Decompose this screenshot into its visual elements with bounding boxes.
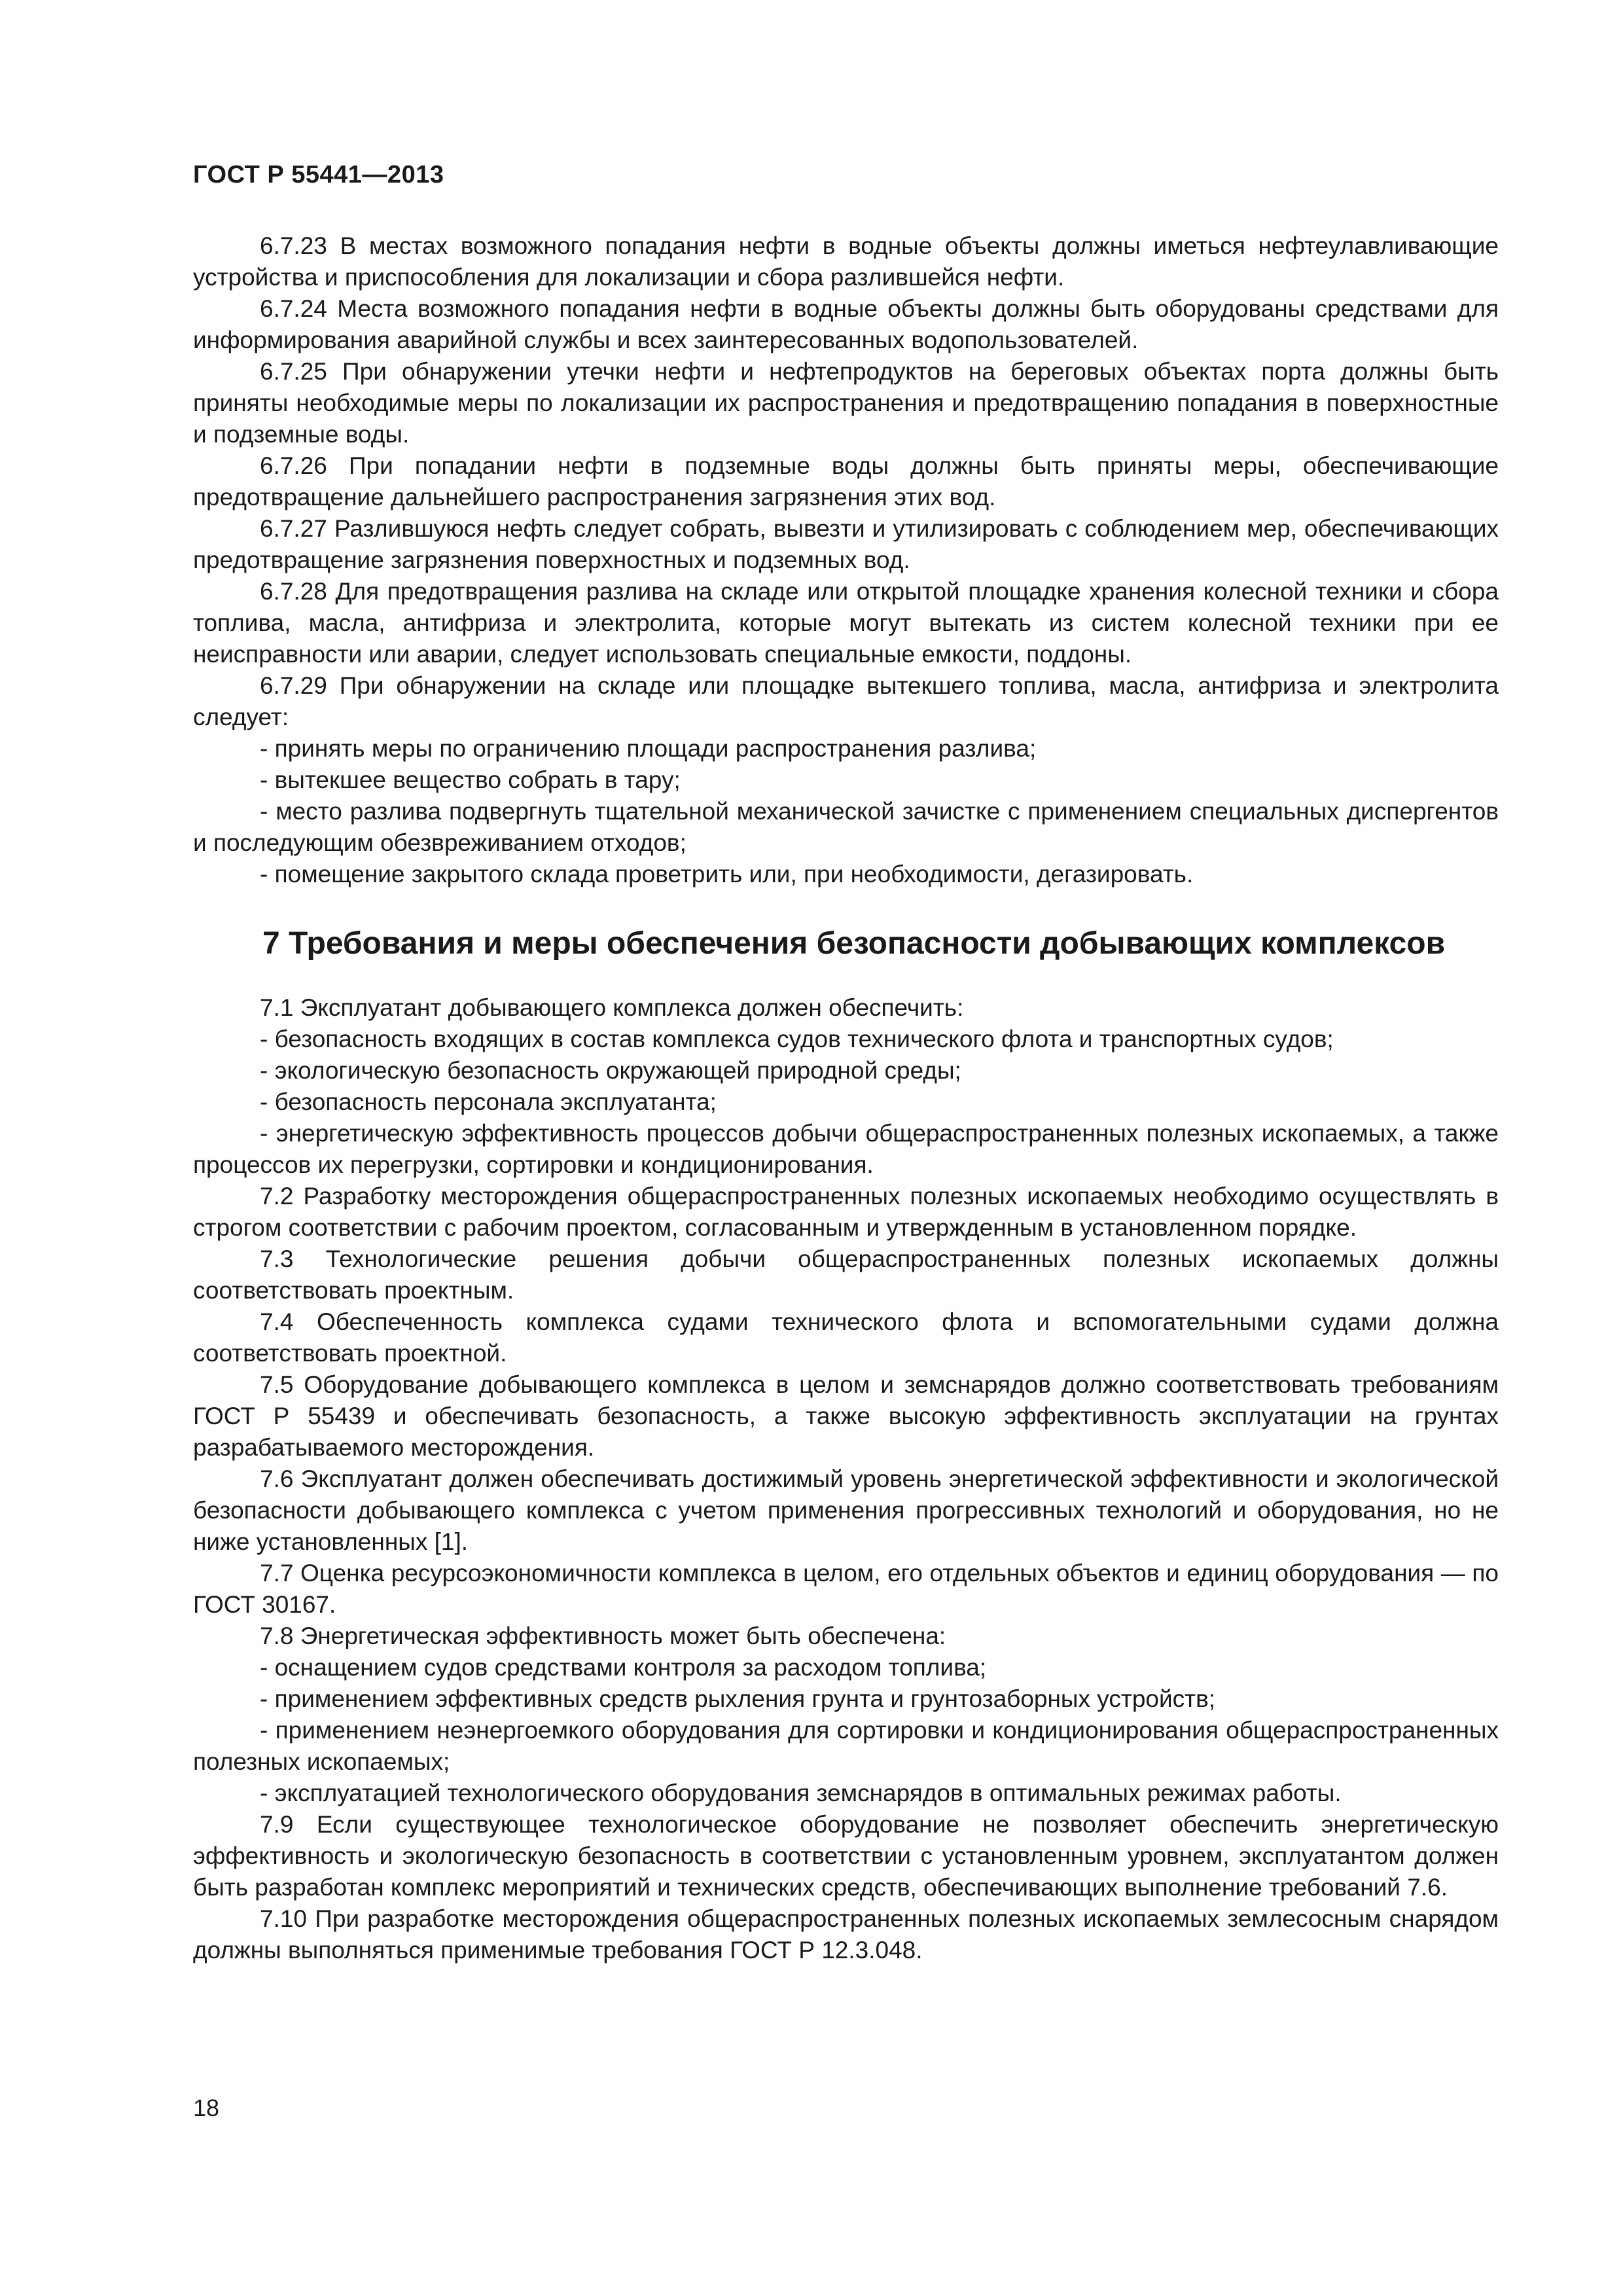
clause-7-5: 7.5 Оборудование добывающего комплекса в целом и земснарядов должно соответствовать требованиям ГОСТ Р 55439 и обеспечивать безопасность, а также высокую эффективность эксплуатации на грунтах разрабатываемого месторождения.: [193, 1371, 1499, 1461]
clause-6-7-28: 6.7.28 Для предотвращения разлива на складе или открытой площадке хранения колесной техники и сбора топлива, масла, антифриза и электролита, которые могут вытекать из систем колесной техники при ее неисправности или аварии, следует использовать специальные емкости, поддоны.: [193, 578, 1499, 668]
clause-7-3: 7.3 Технологические решения добычи общераспространенных полезных ископаемых должны соответствовать проектным.: [193, 1246, 1499, 1304]
list-item: - вытекшее вещество собрать в тару;: [260, 766, 681, 793]
list-item: - применением эффективных средств рыхления грунта и грунтозаборных устройств;: [260, 1685, 1216, 1712]
list-item: - энергетическую эффективность процессов добычи общераспространенных полезных ископаемых, а также процессов их перегрузки, сортировки и кондиционирования.: [193, 1120, 1499, 1178]
clause-7-6: 7.6 Эксплуатант должен обеспечивать достижимый уровень энергетической эффективности и экологической безопасности добывающего комплекса с учетом применения прогрессивных технологий и оборудования, но не ниже установленных [1].: [193, 1465, 1499, 1555]
clause-7-2: 7.2 Разработку месторождения общераспространенных полезных ископаемых необходимо осуществлять в строгом соответствии с рабочим проектом, согласованным и утвержденным в установленном порядке.: [193, 1183, 1499, 1241]
clause-7-4: 7.4 Обеспеченность комплекса судами технического флота и вспомогательными судами должна соответствовать проектной.: [193, 1308, 1499, 1367]
list-item: - экологическую безопасность окружающей природной среды;: [260, 1057, 961, 1084]
clause-6-7-24: 6.7.24 Места возможного попадания нефти в водные объекты должны быть оборудованы средствами для информирования аварийной службы и всех заинтересованных водопользователей.: [193, 295, 1499, 353]
list-item: - применением неэнергоемкого оборудования для сортировки и кондиционирования общераспространенных полезных ископаемых;: [193, 1717, 1499, 1775]
clause-7-8: 7.8 Энергетическая эффективность может быть обеспечена:: [260, 1623, 946, 1649]
clause-7-9: 7.9 Если существующее технологическое оборудование не позволяет обеспечить энергетическую эффективность и экологическую безопасность в соответствии с установленным уровнем, эксплуатантом должен быть разработан комплекс мероприятий и технических средств, обеспечивающих выполнение требований 7.6.: [193, 1811, 1499, 1901]
clause-6-7-26: 6.7.26 При попадании нефти в подземные воды должны быть приняты меры, обеспечивающие предотвращение дальнейшего распространения загрязнения этих вод.: [193, 452, 1499, 511]
clause-6-7-25: 6.7.25 При обнаружении утечки нефти и нефтепродуктов на береговых объектах порта должны быть приняты необходимые меры по локализации их распространения и предотвращению попадания в поверхностные и подземные воды.: [193, 358, 1499, 448]
document-body: [193, 230, 1499, 1966]
page-number: 18: [193, 2094, 220, 2121]
clause-7-1: 7.1 Эксплуатант добывающего комплекса должен обеспечить:: [260, 994, 964, 1021]
clause-7-7: 7.7 Оценка ресурсоэкономичности комплекса в целом, его отдельных объектов и единиц оборудования — по ГОСТ 30167.: [193, 1560, 1499, 1618]
section-7-title: 7 Требования и меры обеспечения безопасности добывающих комплексов: [262, 926, 1446, 961]
document-code-header: ГОСТ Р 55441—2013: [193, 161, 444, 188]
list-item: - помещение закрытого склада проветрить или, при необходимости, дегазировать.: [260, 861, 1194, 888]
list-item: - безопасность входящих в состав комплекса судов технического флота и транспортных судов;: [260, 1026, 1334, 1052]
clause-7-10: 7.10 При разработке месторождения общераспространенных полезных ископаемых землесосным снарядом должны выполняться применимые требования ГОСТ Р 12.3.048.: [193, 1905, 1499, 1964]
list-item: - оснащением судов средствами контроля за расходом топлива;: [260, 1654, 987, 1681]
list-item: - эксплуатацией технологического оборудования земснарядов в оптимальных режимах работы.: [260, 1780, 1342, 1806]
clause-6-7-27: 6.7.27 Разлившуюся нефть следует собрать, вывезти и утилизировать с соблюдением мер, обеспечивающих предотвращение загрязнения поверхностных и подземных вод.: [193, 515, 1499, 573]
clause-6-7-23: 6.7.23 В местах возможного попадания нефти в водные объекты должны иметься нефтеулавливающие устройства и приспособления для локализации и сбора разлившейся нефти.: [193, 232, 1499, 291]
list-item: - место разлива подвергнуть тщательной механической зачистке с применением специальных диспергентов и последующим обезвреживанием отходов;: [193, 798, 1499, 856]
list-item: - безопасность персонала эксплуатанта;: [260, 1088, 717, 1115]
list-item: - принять меры по ограничению площади распространения разлива;: [260, 735, 1037, 762]
clause-6-7-29: 6.7.29 При обнаружении на складе или площадке вытекшего топлива, масла, антифриза и электролита следует:: [193, 672, 1499, 730]
